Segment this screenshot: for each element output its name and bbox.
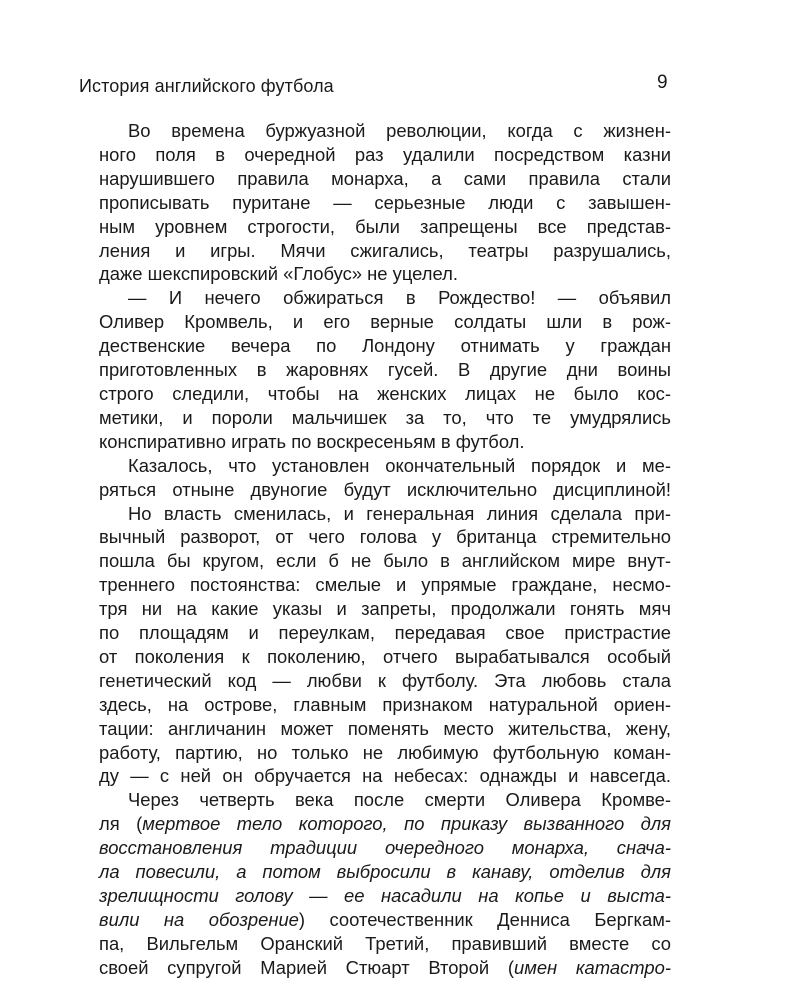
text-line bbox=[99, 215, 671, 239]
text-line bbox=[99, 597, 671, 621]
text-line bbox=[99, 143, 671, 167]
text-line bbox=[99, 908, 671, 932]
text-line bbox=[99, 860, 671, 884]
text-segment: ряться отныне двуногие будут исключительно дисциплиной! bbox=[99, 478, 671, 500]
text-line bbox=[99, 525, 671, 549]
text-line bbox=[99, 836, 671, 860]
text-segment: даже шекспировский «Глобус» не уцелел. bbox=[99, 263, 458, 285]
text-line bbox=[99, 310, 671, 334]
italic-text: мертвое тело которого, по приказу вызванного для bbox=[142, 813, 671, 835]
running-title: История английского футбола bbox=[79, 76, 334, 96]
text-segment: па, Вильгельм Оранский Третий, правивший вместе со bbox=[99, 932, 671, 954]
text-segment: от поколения к поколению, отчего вырабатывался особый bbox=[99, 645, 671, 667]
text-line bbox=[99, 406, 671, 430]
italic-text: вили на обозрение bbox=[99, 908, 299, 930]
text-segment: ) соотечественник Денниса Бергкам- bbox=[298, 908, 671, 930]
text-segment: тации: англичанин может поменять место жительства, жену, bbox=[99, 717, 671, 739]
text-segment: Во времена буржуазной революции, когда с жизнен- bbox=[128, 120, 671, 141]
italic-text: имен катастро- bbox=[513, 956, 671, 978]
text-line bbox=[99, 884, 671, 908]
text-line bbox=[99, 764, 671, 788]
text-line bbox=[99, 956, 671, 980]
text-line bbox=[99, 334, 671, 358]
body-text bbox=[99, 119, 671, 980]
page-number: 9 bbox=[657, 72, 668, 93]
text-line bbox=[99, 191, 671, 215]
text-segment: Казалось, что установлен окончательный порядок и ме- bbox=[128, 454, 671, 476]
text-segment: ду — с ней он обручается на небесах: однажды и навсегда. bbox=[99, 765, 671, 787]
text-segment: работу, партию, но только не любимую футбольную коман- bbox=[99, 741, 671, 763]
text-segment: ным уровнем строгости, были запрещены все представ- bbox=[99, 215, 671, 237]
text-line bbox=[99, 693, 671, 717]
text-segment: Через четверть века после смерти Оливера Кромве- bbox=[128, 789, 671, 811]
text-line bbox=[99, 741, 671, 765]
text-segment: строго следили, чтобы на женских лицах не было кос- bbox=[99, 382, 671, 404]
text-line bbox=[99, 262, 671, 286]
text-line bbox=[99, 478, 671, 502]
text-segment: ления и игры. Мячи сжигались, театры разрушались, bbox=[99, 239, 671, 261]
text-line bbox=[99, 454, 671, 478]
text-segment: приготовленных в жаровнях гусей. В другие дни воины bbox=[99, 359, 671, 381]
text-segment: ного поля в очередной раз удалили посредством казни bbox=[99, 143, 671, 165]
text-segment: ля ( bbox=[99, 813, 143, 835]
text-line bbox=[99, 573, 671, 597]
text-line bbox=[99, 812, 671, 836]
text-line bbox=[99, 645, 671, 669]
text-segment: генетический код — любви к футболу. Эта любовь стала bbox=[99, 669, 671, 691]
text-segment: вычный разворот, от чего голова у британца стремительно bbox=[99, 526, 671, 548]
text-line bbox=[99, 932, 671, 956]
italic-text: ла повесили, а потом выбросили в канаву, отделив для bbox=[99, 861, 671, 883]
italic-text: зрелищности голову — ее насадили на копье и выста- bbox=[99, 885, 671, 906]
text-segment: тря ни на какие указы и запреты, продолжали гонять мяч bbox=[99, 598, 671, 620]
text-segment: здесь, на острове, главным признаком натуральной ориен- bbox=[99, 693, 671, 715]
text-line bbox=[99, 167, 671, 191]
text-line bbox=[99, 239, 671, 263]
text-line bbox=[99, 502, 671, 526]
text-segment: своей супругой Марией Стюарт Второй ( bbox=[99, 956, 514, 978]
text-line bbox=[99, 669, 671, 693]
text-line bbox=[99, 717, 671, 741]
italic-text: восстановления традиции очередного монарха, снача- bbox=[99, 837, 671, 859]
text-segment: нарушившего правила монарха, а сами правила стали bbox=[99, 167, 671, 189]
text-segment: пошла бы кругом, если б не было в английском мире внут- bbox=[99, 550, 671, 572]
text-line bbox=[99, 286, 671, 310]
text-segment: по площадям и переулкам, передавая свое пристрастие bbox=[99, 622, 671, 644]
text-line bbox=[99, 549, 671, 573]
text-line bbox=[99, 358, 671, 382]
text-segment: конспиративно играть по воскресеньям в футбол. bbox=[99, 430, 525, 452]
text-line bbox=[99, 621, 671, 645]
text-line bbox=[99, 119, 671, 143]
text-line bbox=[99, 430, 671, 454]
text-line bbox=[99, 382, 671, 406]
text-line bbox=[99, 788, 671, 812]
text-segment: Оливер Кромвель, и его верные солдаты шли в рож- bbox=[99, 311, 671, 333]
text-segment: метики, и пороли мальчишек за то, что те умудрялись bbox=[99, 406, 671, 428]
text-segment: треннего постоянства: смелые и упрямые граждане, несмо- bbox=[99, 574, 671, 596]
text-segment: дественские вечера по Лондону отнимать у граждан bbox=[99, 335, 671, 357]
text-segment: — И нечего обжираться в Рождество! — объявил bbox=[128, 287, 671, 309]
text-segment: прописывать пуритане — серьезные люди с завышен- bbox=[99, 191, 671, 213]
text-segment: Но власть сменилась, и генеральная линия сделала при- bbox=[128, 502, 671, 524]
